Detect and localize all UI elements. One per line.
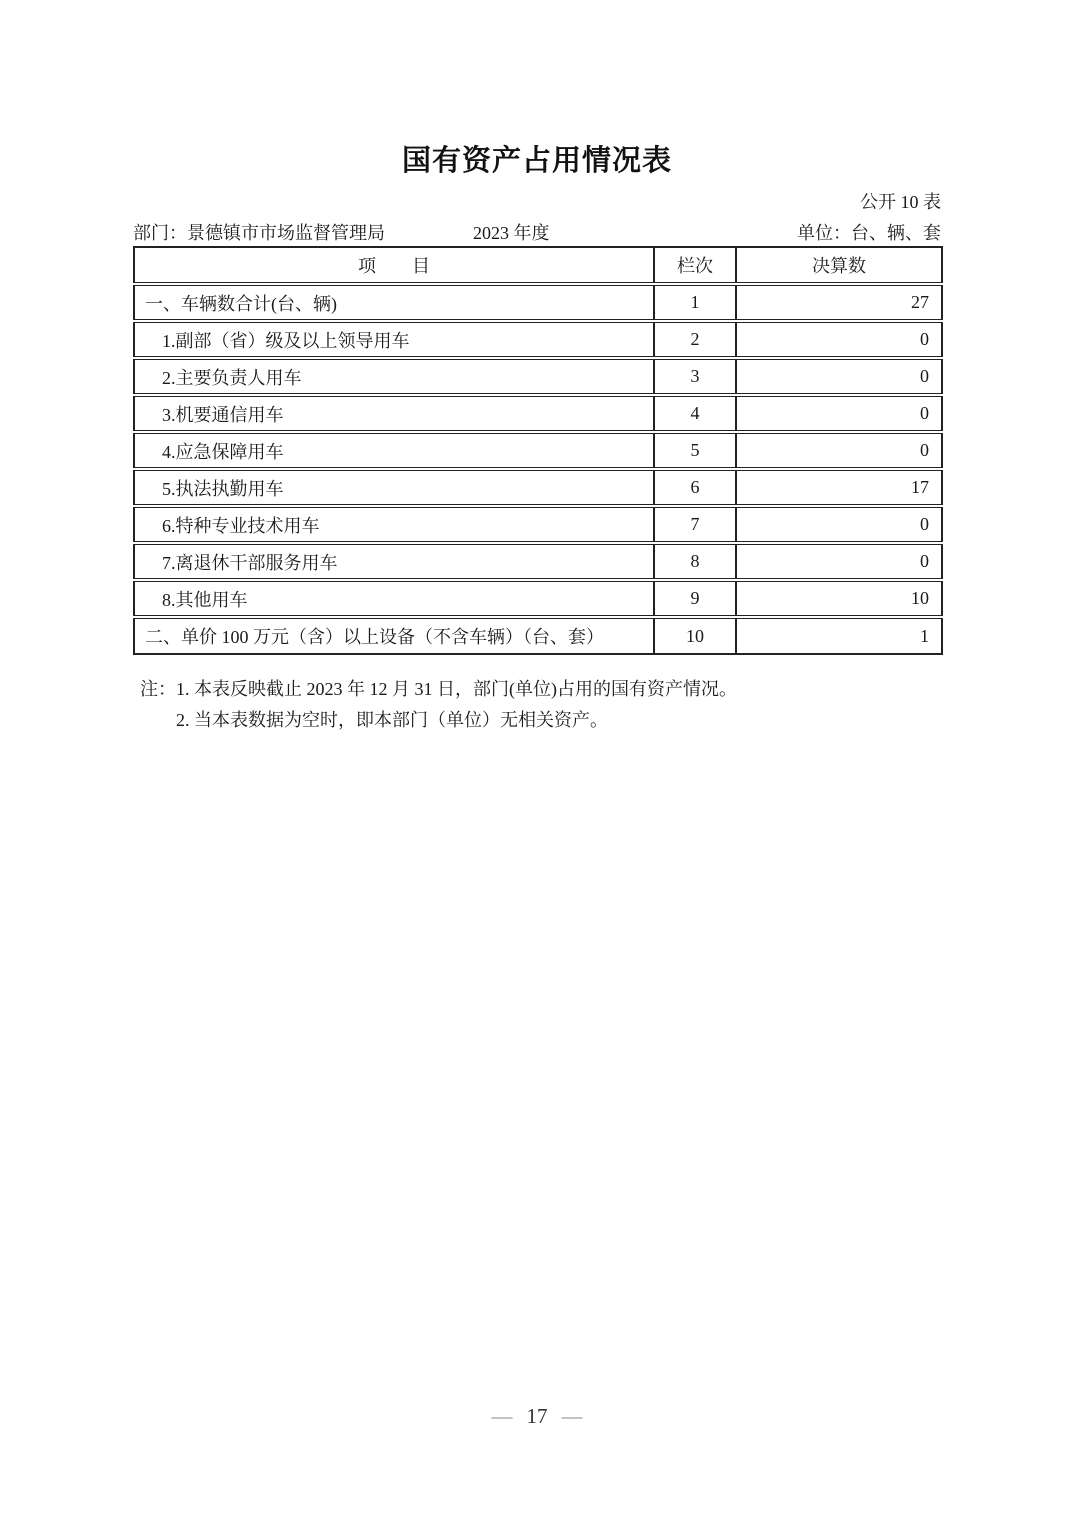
fiscal-year-label: 2023 年度 <box>473 223 550 243</box>
table-row <box>134 321 942 358</box>
table-notes <box>140 674 950 736</box>
table-row <box>134 506 942 543</box>
cell-amount: 0 <box>736 321 942 358</box>
page-number <box>0 1404 1074 1429</box>
cell-item: 6.特种专业技术用车 <box>134 506 654 543</box>
publish-number: 公开 10 表 <box>860 192 941 212</box>
cell-item: 7.离退休干部服务用车 <box>134 543 654 580</box>
table-header-row <box>134 247 942 284</box>
cell-amount: 0 <box>736 506 942 543</box>
table-row <box>134 543 942 580</box>
cell-column: 9 <box>654 580 736 617</box>
cell-column: 7 <box>654 506 736 543</box>
cell-amount: 1 <box>736 617 942 654</box>
table-row <box>134 617 942 654</box>
cell-amount: 0 <box>736 358 942 395</box>
table-row <box>134 284 942 321</box>
cell-item: 二、单价 100 万元（含）以上设备（不含车辆）（台、套） <box>134 617 654 654</box>
cell-column: 2 <box>654 321 736 358</box>
cell-column: 3 <box>654 358 736 395</box>
note-line-2: 2. 当本表数据为空时，即本部门（单位）无相关资产。 <box>176 710 608 730</box>
cell-column: 10 <box>654 617 736 654</box>
unit-label: 单位：台、辆、套 <box>797 223 941 243</box>
cell-item: 1.副部（省）级及以上领导用车 <box>134 321 654 358</box>
column-header-column: 栏次 <box>654 247 736 284</box>
note-line-1: 注：1. 本表反映截止 2023 年 12 月 31 日，部门(单位)占用的国有资产情况。 <box>140 679 737 699</box>
cell-item: 4.应急保障用车 <box>134 432 654 469</box>
cell-column: 4 <box>654 395 736 432</box>
table-row <box>134 432 942 469</box>
cell-item: 8.其他用车 <box>134 580 654 617</box>
cell-item: 2.主要负责人用车 <box>134 358 654 395</box>
cell-amount: 0 <box>736 395 942 432</box>
table-row <box>134 395 942 432</box>
cell-amount: 10 <box>736 580 942 617</box>
cell-item: 5.执法执勤用车 <box>134 469 654 506</box>
column-header-amount: 决算数 <box>736 247 942 284</box>
footer-dash-right: — <box>561 1404 583 1428</box>
page-title: 国有资产占用情况表 <box>401 145 672 177</box>
table-row <box>134 469 942 506</box>
cell-amount: 17 <box>736 469 942 506</box>
cell-item: 一、车辆数合计(台、辆) <box>134 284 654 321</box>
table-row <box>134 358 942 395</box>
cell-amount: 0 <box>736 432 942 469</box>
cell-column: 5 <box>654 432 736 469</box>
cell-column: 1 <box>654 284 736 321</box>
department-label: 部门：景德镇市市场监督管理局 <box>133 223 385 243</box>
asset-occupancy-table <box>133 246 943 655</box>
cell-amount: 0 <box>736 543 942 580</box>
table-meta-row <box>133 219 941 245</box>
footer-dash-left: — <box>491 1404 513 1428</box>
cell-column: 8 <box>654 543 736 580</box>
footer-page-number: 17 <box>526 1404 548 1428</box>
cell-amount: 27 <box>736 284 942 321</box>
column-header-item: 项 目 <box>134 247 654 284</box>
cell-column: 6 <box>654 469 736 506</box>
cell-item: 3.机要通信用车 <box>134 395 654 432</box>
table-row <box>134 580 942 617</box>
